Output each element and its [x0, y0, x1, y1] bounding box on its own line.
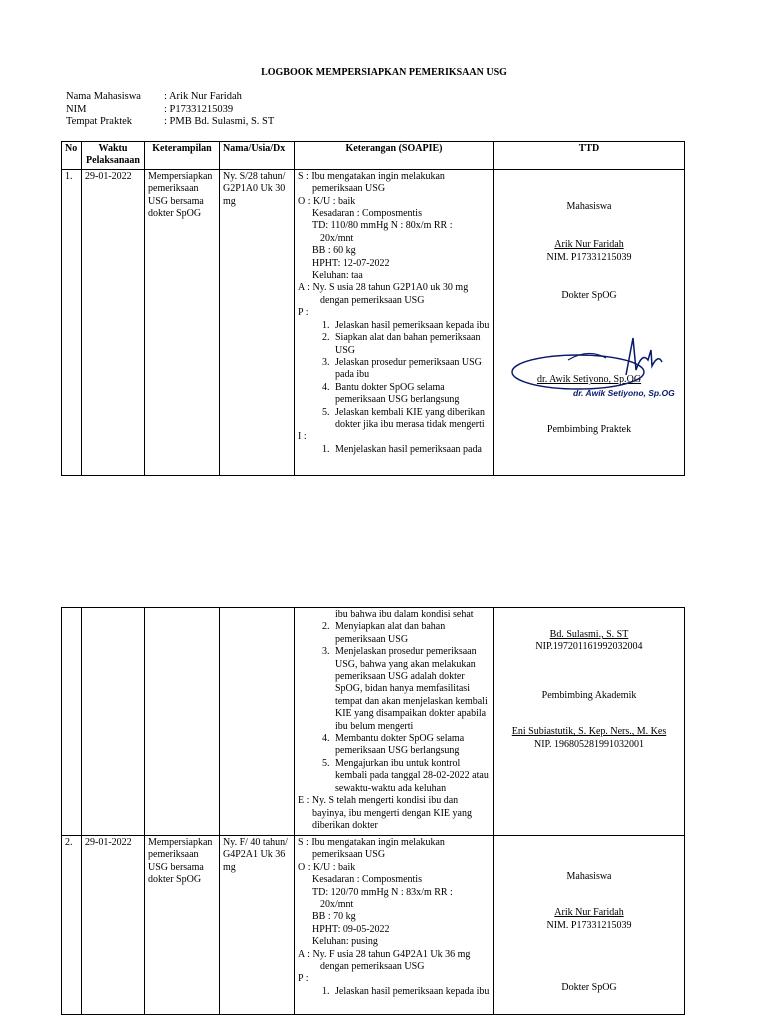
soapie-p-list — [298, 986, 490, 998]
logbook-table-page2 — [61, 607, 685, 1015]
soapie-s-cont: pemeriksaan USG — [312, 183, 386, 195]
info-value: : P17331215039 — [164, 103, 234, 115]
ttd-bidan-name: Bd. Sulasmi., S. ST — [549, 629, 629, 640]
soapie-s-cont: pemeriksaan USG — [312, 849, 386, 861]
soapie-o-line: BB : 60 kg — [312, 245, 356, 257]
ttd-akademik-name: Eni Subiastutik, S. Kep. Ners., M. Kes — [511, 726, 667, 738]
ttd-dokter-label: Dokter SpOG — [561, 290, 617, 302]
row-date: 29-01-2022 — [82, 169, 145, 475]
soapie-o-line: TD: 110/80 mmHg N : 80x/m RR : — [312, 220, 453, 232]
soapie-o-line: 20x/mnt — [320, 232, 354, 244]
soapie-o-line: 20x/mnt — [320, 899, 354, 911]
header-no: No — [62, 142, 82, 170]
soapie-o-line: Keluhan: pusing — [312, 936, 378, 948]
student-info — [66, 91, 274, 129]
table-row — [62, 169, 685, 475]
ttd-pembimbing-label: Pembimbing Praktek — [546, 423, 632, 435]
info-row-nim — [66, 104, 274, 117]
row-number: 2. — [62, 836, 82, 1015]
soapie-s: S : Ibu mengatakan ingin melakukan — [298, 170, 445, 182]
info-key: NIM — [66, 103, 87, 115]
ttd-bidan-nip: NIP.197201161992032004 — [535, 641, 643, 653]
info-key: Nama Mahasiswa — [66, 91, 141, 102]
row-soapie — [295, 608, 494, 836]
list-item: 4. Membantu dokter SpOG selama pemeriksaan USG berlangsung — [332, 733, 490, 758]
ttd-dokter-label: Dokter SpOG — [561, 982, 617, 994]
soapie-e: E : Ny. S telah mengerti kondisi ibu dan bayinya, ibu mengerti dengan KIE yang diberikan dokter — [298, 795, 472, 831]
ttd-mahasiswa-name: Arik Nur Faridah — [554, 907, 624, 919]
table-row — [62, 608, 685, 836]
ttd-mahasiswa-name: Arik Nur Faridah — [554, 239, 624, 251]
soapie-o-line: HPHT: 09-05-2022 — [312, 923, 390, 935]
list-item: 2. Menyiapkan alat dan bahan pemeriksaan USG — [332, 621, 490, 646]
info-row-nama — [66, 91, 274, 104]
soapie-o: O : K/U : baik — [298, 861, 356, 873]
ttd-mahasiswa-label: Mahasiswa — [566, 871, 612, 882]
row-ttd — [494, 608, 685, 836]
row-number: 1. — [62, 169, 82, 475]
row-soapie — [295, 836, 494, 1015]
soapie-a-cont: dengan pemeriksaan USG — [320, 961, 425, 973]
soapie-o-line: Keluhan: taa — [312, 270, 363, 282]
info-value: : Arik Nur Faridah — [164, 91, 242, 102]
header-keterangan: Keterangan (SOAPIE) — [295, 142, 494, 170]
soapie-a: A : Ny. S usia 28 tahun G2P1A0 uk 30 mg — [298, 282, 469, 294]
header-keterampilan: Keterampilan — [145, 142, 220, 170]
list-item: 3. Menjelaskan prosedur pemeriksaan USG, bahwa yang akan melakukan pemeriksaan USG adalah dokter SpOG, bidan hanya memfasilitasi tempat dan akan menjelaskan kembali KIE yang disampaikan dokter apabila ibu belum mengerti — [332, 646, 490, 733]
row-soapie — [295, 169, 494, 475]
soapie-p: P : — [298, 973, 309, 985]
table-row — [62, 836, 685, 1015]
row-skill: Mempersiapkan pemeriksaan USG bersama dokter SpOG — [145, 169, 220, 475]
list-item: 4. Bantu dokter SpOG selama pemeriksaan USG berlangsung — [332, 382, 490, 407]
header-ttd: TTD — [494, 142, 685, 170]
ttd-mahasiswa-nim: NIM. P17331215039 — [546, 251, 632, 263]
soapie-p: P : — [298, 307, 309, 319]
row-ttd — [494, 836, 685, 1015]
list-item: 3. Jelaskan prosedur pemeriksaan USG pada ibu — [332, 357, 490, 382]
list-item: 2. Siapkan alat dan bahan pemeriksaan USG — [332, 332, 490, 357]
ttd-akademik-label: Pembimbing Akademik — [541, 689, 637, 701]
ttd-mahasiswa-nim: NIM. P17331215039 — [546, 919, 632, 931]
ttd-dokter-name: dr. Awik Setiyono, Sp.OG — [536, 374, 642, 386]
list-item: 1. Jelaskan hasil pemeriksaan kepada ibu — [332, 320, 490, 332]
row-skill: Mempersiapkan pemeriksaan USG bersama dokter SpOG — [145, 836, 220, 1015]
soapie-o-line: HPHT: 12-07-2022 — [312, 257, 390, 269]
header-nama: Nama/Usia/Dx — [220, 142, 295, 170]
row-ttd — [494, 169, 685, 475]
list-item: 1. Jelaskan hasil pemeriksaan kepada ibu — [332, 986, 490, 998]
soapie-o-line: Kesadaran : Composmentis — [312, 208, 422, 220]
soapie-o: O : K/U : baik — [298, 195, 356, 207]
soapie-i: I : — [298, 431, 307, 443]
header-row — [62, 142, 685, 170]
logbook-table-page1 — [61, 141, 685, 476]
doctor-signature — [508, 330, 678, 400]
list-item: 5. Mengajurkan ibu untuk kontrol kembali pada tanggal 28-02-2022 atau sewaktu-waktu ada keluhan — [332, 758, 490, 795]
row-patient: Ny. F/ 40 tahun/ G4P2A1 Uk 36 mg — [220, 836, 295, 1015]
soapie-o-line: TD: 120/70 mmHg N : 83x/m RR : — [312, 886, 453, 898]
row-patient: Ny. S/28 tahun/ G2P1A0 Uk 30 mg — [220, 169, 295, 475]
soapie-o-line: BB : 70 kg — [312, 911, 356, 923]
soapie-p-list — [298, 320, 490, 432]
info-key: Tempat Praktek — [66, 116, 133, 127]
soapie-a: A : Ny. F usia 28 tahun G4P2A1 Uk 36 mg — [298, 948, 471, 960]
row-date: 29-01-2022 — [82, 836, 145, 1015]
soapie-s: S : Ibu mengatakan ingin melakukan — [298, 837, 445, 848]
soapie-i-list — [298, 621, 490, 795]
ttd-mahasiswa-label: Mahasiswa — [566, 200, 612, 212]
document-title: LOGBOOK MEMPERSIAPKAN PEMERIKSAAN USG — [261, 67, 507, 78]
signature-caption: dr. Awik Setiyono, Sp.OG — [573, 387, 675, 398]
soapie-i-cont: ibu bahwa ibu dalam kondisi sehat — [335, 609, 474, 620]
ttd-akademik-nip: NIP. 196805281991032001 — [533, 738, 644, 750]
list-item: 1. Menjelaskan hasil pemeriksaan pada — [332, 444, 490, 456]
soapie-i-list — [298, 444, 490, 456]
info-value: : PMB Bd. Sulasmi, S. ST — [164, 116, 275, 127]
soapie-o-line: Kesadaran : Composmentis — [312, 874, 422, 886]
list-item: 5. Jelaskan kembali KIE yang diberikan dokter jika ibu merasa tidak mengerti — [332, 407, 490, 432]
info-row-tempat — [66, 116, 274, 129]
soapie-a-cont: dengan pemeriksaan USG — [320, 294, 425, 306]
header-waktu: Waktu Pelaksanaan — [82, 142, 145, 170]
